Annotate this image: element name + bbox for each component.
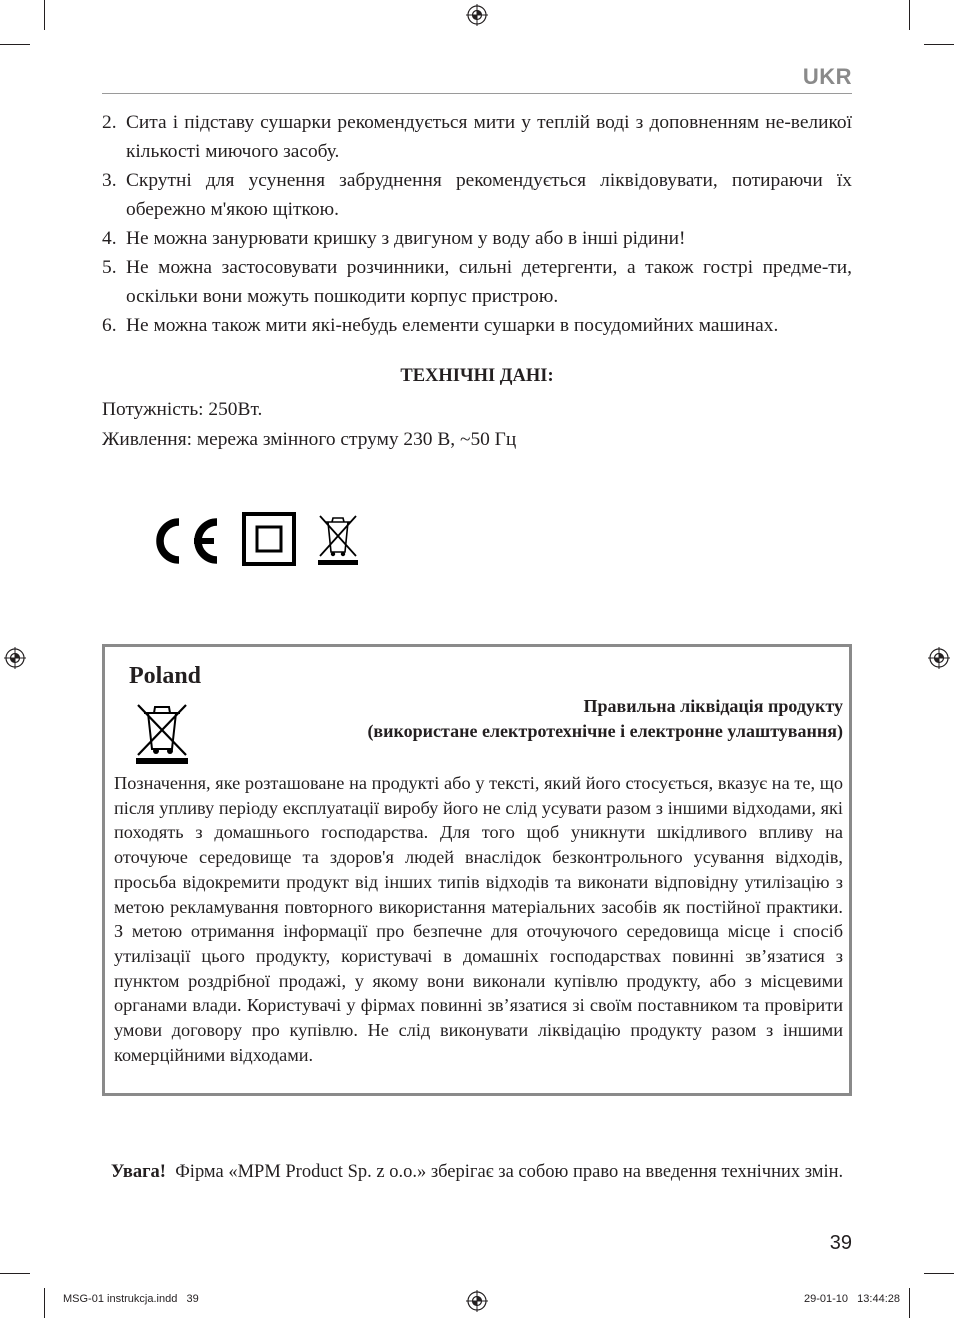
list-item-number: 4. bbox=[102, 228, 117, 249]
crop-mark bbox=[0, 1273, 30, 1274]
list-item-text: Скрутні для усунення забруднення рекомендується ліквідовувати, потираючи їх обережно м'якою щіткою. bbox=[126, 170, 852, 220]
crop-mark bbox=[909, 0, 910, 30]
notice-text: Фірма «MPM Product Sp. z o.o.» зберігає за собою право на введення технічних змін. bbox=[175, 1162, 844, 1182]
supply-spec: Живлення: мережа змінного струму 230 В, ~50 Гц bbox=[102, 429, 517, 450]
list-item-text: Сита і підставу сушарки рекомендується мити у теплій воді з доповненням не-великої кількості миючого засобу. bbox=[126, 112, 852, 162]
list-item-number: 5. bbox=[102, 257, 117, 278]
list-item-text: Не можна занурювати кришку з двигуном у воду або в інші рідини! bbox=[126, 228, 686, 249]
weee-bin-icon bbox=[134, 697, 190, 765]
notice-label: Увага! bbox=[110, 1162, 166, 1182]
class-ii-insulation-icon bbox=[242, 512, 296, 566]
weee-bin-icon bbox=[316, 510, 360, 566]
country-label: Poland bbox=[129, 663, 202, 689]
disposal-heading-line: (використане електротехнічне і електронне улаштування) bbox=[367, 721, 843, 741]
list-item-text: Не можна застосовувати розчинники, сильні детергенти, а також гострі предме-ти, оскільки вони можуть пошкодити корпус пристрою. bbox=[126, 257, 852, 307]
disposal-info-box bbox=[102, 644, 852, 1096]
registration-mark-icon bbox=[466, 1290, 488, 1312]
power-spec: Потужність: 250Вт. bbox=[102, 399, 263, 420]
file-slug: MSG-01 instrukcja.indd 39 bbox=[63, 1293, 199, 1305]
crop-mark bbox=[44, 1288, 45, 1318]
technical-data-title: ТЕХНІЧНІ ДАНІ: bbox=[400, 366, 554, 386]
disposal-body-text: Позначення, яке розташоване на продукті або у тексті, який його стосується, вказує на те, що після упливу періоду експлуатації виробу його не слід усувати разом з іншими відходами, які походять з домашнього господарства. Для того щоб уникнути шкідливого впливу на оточуюче середовище та здоров'я людей внаслідок безконтрольного усування відходів, просьба відокремити продукт від інших типів відходів та виконати відповідну утилізацію з метою рекламування повторного використання матеріальних засобів як постійної практики. З метою отримання інформації про безпечне для оточуючого середовища місце і спосіб утилізації цього продукту, користувачі в домашніх господарствах повинні зв’язатися з пунктом роздрібної продажі, у якому вони виконали купівлю продукту, або з місцевими органами влади. Користувачі у фірмах повинні зв’язатися зі своїм поставником та провірити умови договору про купівлю. Не слід виконувати ліквідацію продукту разом з іншими комерційними відходами. bbox=[114, 773, 843, 1065]
list-item-number: 6. bbox=[102, 315, 117, 336]
language-code: UKR bbox=[802, 64, 852, 89]
ce-mark-icon bbox=[148, 514, 220, 568]
notice bbox=[102, 1159, 852, 1185]
crop-mark bbox=[924, 44, 954, 45]
registration-mark-icon bbox=[928, 647, 950, 669]
list-item-number: 2. bbox=[102, 112, 117, 133]
crop-mark bbox=[909, 1288, 910, 1318]
crop-mark bbox=[924, 1273, 954, 1274]
list-item bbox=[102, 253, 852, 311]
list-item bbox=[102, 108, 852, 166]
list-item bbox=[102, 311, 852, 340]
disposal-heading bbox=[367, 694, 843, 744]
list-item bbox=[102, 224, 852, 253]
list-item-text: Не можна також мити які-небудь елементи сушарки в посудомийних машинах. bbox=[126, 315, 779, 336]
list-item-number: 3. bbox=[102, 170, 117, 191]
registration-mark-icon bbox=[4, 647, 26, 669]
print-timestamp: 29-01-10 13:44:28 bbox=[803, 1293, 900, 1305]
disposal-heading-line: Правильна ліквідація продукту bbox=[583, 696, 843, 716]
list-item bbox=[102, 166, 852, 224]
cleaning-instructions-list bbox=[102, 108, 852, 340]
header-rule bbox=[102, 93, 852, 94]
crop-mark bbox=[0, 44, 30, 45]
crop-mark bbox=[44, 0, 45, 30]
registration-mark-icon bbox=[466, 4, 488, 26]
page-number: 39 bbox=[829, 1232, 852, 1254]
